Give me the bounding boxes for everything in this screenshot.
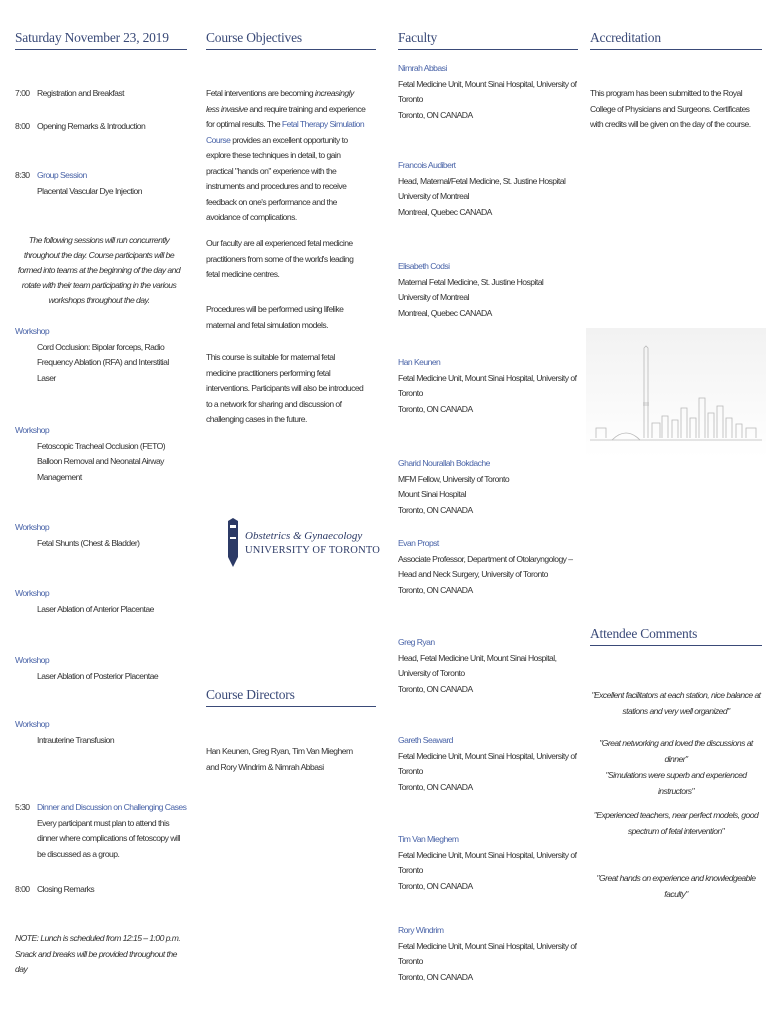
objectives-paragraph: This course is suitable for maternal fetal medicine practitioners performing fetal interventions. Participants will also be introduced to a network for sharing and discussion of challenging cases in the future. bbox=[206, 352, 364, 424]
lunch-note: NOTE: Lunch is scheduled from 12:15 – 1:00 p.m. Snack and breaks will be provided throughout the day bbox=[15, 933, 181, 974]
toronto-skyline-image bbox=[586, 328, 766, 458]
directors-text: Han Keunen, Greg Ryan, Tim Van Mieghem and Rory Windrim & Nimrah Abbasi bbox=[206, 746, 353, 772]
faculty-member: Gareth Seaward Fetal Medicine Unit, Mount Sinai Hospital, University of Toronto Toronto, ON CANADA bbox=[398, 735, 577, 792]
faculty-header: Faculty bbox=[398, 30, 578, 50]
workshop-item: Workshop Cord Occlusion: Bipolar forceps, Radio Frequency Ablation (RFA) and Interstitial Laser bbox=[15, 326, 169, 383]
faculty-member: Francois Audibert Head, Maternal/Fetal Medicine, St. Justine Hospital University of Montreal Montreal, Quebec CANADA bbox=[398, 160, 566, 217]
accreditation-header: Accreditation bbox=[590, 30, 762, 50]
concurrent-note: The following sessions will run concurrently throughout the day. Course participants will be formed into teams at the beginning of the day and rotate with their team participating in the various workshops throughout the day. bbox=[17, 235, 181, 305]
faculty-member: Rory Windrim Fetal Medicine Unit, Mount Sinai Hospital, University of Toronto Toronto, ON CANADA bbox=[398, 925, 577, 982]
objectives-column bbox=[206, 0, 381, 772]
objectives-paragraph: Fetal interventions are becoming increasingly less invasive and require training and experience for optimal results. The Fetal Therapy Simulation Course provides an excellent opportunity to explore these techniques in detail, to gain practical "hands on" experience with the instruments and procedures and to receive feedback on one's performance and the avoidance of complications. bbox=[206, 88, 366, 222]
attendee-comment: "Great networking and loved the discussions at dinner" bbox=[599, 738, 753, 764]
workshop-item: Workshop Intrauterine Transfusion bbox=[15, 719, 115, 745]
workshop-item: Workshop Laser Ablation of Posterior Placentae bbox=[15, 655, 159, 681]
workshop-item: Workshop Fetoscopic Tracheal Occlusion (FETO) Balloon Removal and Neonatal Airway Management bbox=[15, 425, 166, 482]
logo-line-1: Obstetrics & Gynaecology bbox=[245, 530, 363, 542]
logo-line-2: UNIVERSITY OF TORONTO bbox=[245, 545, 381, 556]
faculty-member: Nimrah Abbasi Fetal Medicine Unit, Mount Sinai Hospital, University of Toronto Toronto, ON CANADA bbox=[398, 63, 577, 120]
comments-header: Attendee Comments bbox=[590, 626, 762, 646]
attendee-comment: "Simulations were superb and experienced instructors" bbox=[605, 770, 747, 796]
faculty-member: Han Keunen Fetal Medicine Unit, Mount Sinai Hospital, University of Toronto Toronto, ON CANADA bbox=[398, 357, 577, 414]
faculty-member: Gharid Nourallah Bokdache MFM Fellow, University of Toronto Mount Sinai Hospital Toronto, ON CANADA bbox=[398, 458, 510, 515]
directors-header: Course Directors bbox=[206, 687, 376, 707]
faculty-member: Tim Van Mieghem Fetal Medicine Unit, Mount Sinai Hospital, University of Toronto Toronto, ON CANADA bbox=[398, 834, 577, 891]
schedule-column: Saturday November 23, 2019 7:00 Registration and Breakfast 8:00 Opening Remarks & Introduction 8:30 Group Session Placental Vascular Dye Injection The following sessions will run concurrently throughout the day. Course participants will be formed into teams at the beginning of the day and rotate with their team participating in the various workshops throughout the day. Workshop Cord Occlusion: Bipolar forceps, Radio Frequency Ablation (RFA) and Interstitial Laser Workshop Fetoscopic Tracheal Occlusion (FETO) Balloon Removal and Neonatal Airway Management Workshop Fetal Shunts (Chest & Bladder) Workshop Laser Ablation of Anterior Placentae Workshop Laser Ablation of Posterior Placentae Workshop Intrauterine Transfusion 5:30 Dinner and Discussion on Challenging Cases Every participant must plan to attend this dinner where complications of fetoscopy will be discussed as a group. 8:00 Closing Remarks NOTE: Lunch is scheduled from 12:15 – 1:00 p.m. Snack and breaks will be provided throughout the day bbox=[15, 0, 187, 50]
crest-icon bbox=[226, 517, 240, 569]
faculty-column bbox=[398, 0, 578, 982]
faculty-member: Evan Propst Associate Professor, Department of Otolaryngology – Head and Neck Surgery, University of Toronto Toronto, ON CANADA bbox=[398, 538, 573, 595]
objectives-header: Course Objectives bbox=[206, 30, 376, 50]
skyline-icon bbox=[586, 328, 766, 458]
attendee-comment: "Experienced teachers, near perfect models, good spectrum of fetal intervention" bbox=[593, 810, 759, 836]
schedule-header: Saturday November 23, 2019 bbox=[15, 30, 187, 50]
attendee-comment: "Great hands on experience and knowledgeable faculty" bbox=[596, 873, 756, 899]
workshop-item: Workshop Fetal Shunts (Chest & Bladder) bbox=[15, 522, 140, 548]
faculty-member: Greg Ryan Head, Fetal Medicine Unit, Mount Sinai Hospital, University of Toronto Toronto, ON CANADA bbox=[398, 637, 557, 694]
accreditation-text: This program has been submitted to the Royal College of Physicians and Surgeons. Certificates with credits will be given on the day of the course. bbox=[590, 88, 751, 129]
objectives-paragraph: Procedures will be performed using lifelike maternal and fetal simulation models. bbox=[206, 304, 344, 330]
faculty-member: Elisabeth Codsi Maternal Fetal Medicine, St. Justine Hospital University of Montreal Montreal, Quebec CANADA bbox=[398, 261, 544, 318]
accreditation-column bbox=[590, 0, 762, 899]
objectives-paragraph: Our faculty are all experienced fetal medicine practitioners from some of the world's leading fetal medicine centres. bbox=[206, 238, 354, 279]
attendee-comment: "Excellent facilitators at each station, nice balance at stations and very well organized" bbox=[591, 690, 761, 716]
university-logo bbox=[226, 517, 381, 569]
workshop-item: Workshop Laser Ablation of Anterior Placentae bbox=[15, 588, 154, 614]
